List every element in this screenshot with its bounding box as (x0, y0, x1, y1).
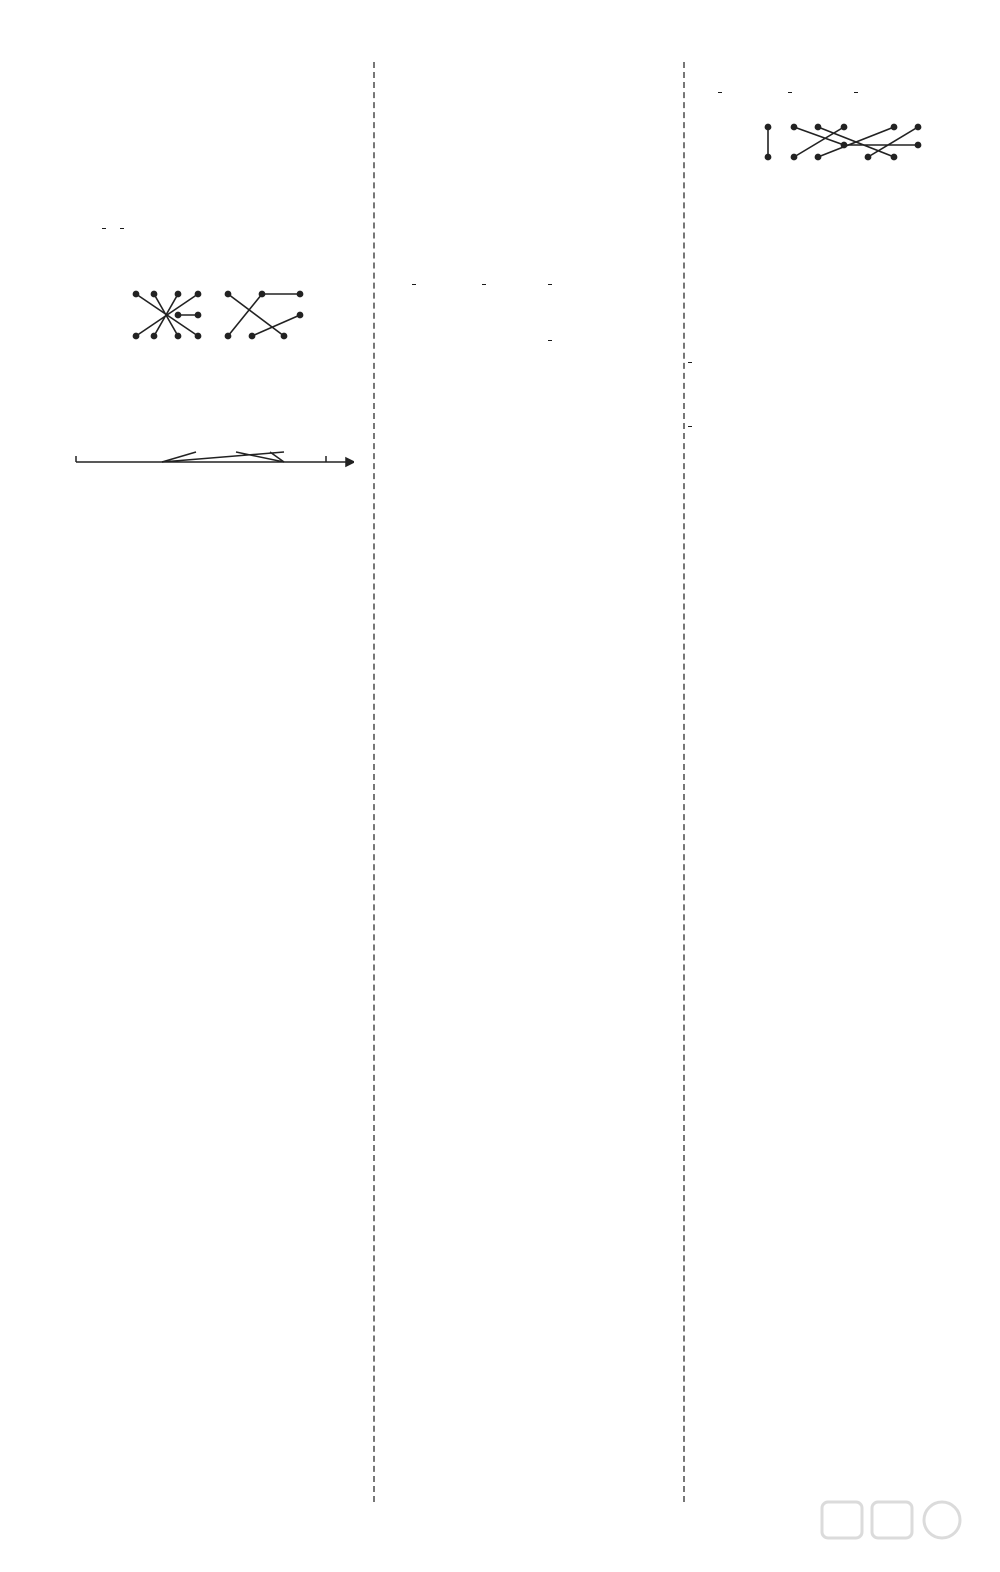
fraction (102, 228, 106, 229)
column-3 (694, 64, 984, 454)
answer-row (78, 60, 368, 88)
answer-row (388, 172, 674, 200)
answer-row (388, 60, 674, 88)
number-line-axis (74, 448, 354, 488)
question-label-row (78, 374, 368, 402)
fraction-row (388, 312, 674, 368)
equation (384, 200, 674, 228)
watermark-logo (802, 1496, 982, 1566)
fraction-row (688, 398, 984, 454)
fraction (688, 362, 692, 363)
fraction-row (388, 256, 674, 312)
fraction (718, 92, 722, 93)
fraction-row (694, 64, 984, 120)
matching-diagram (718, 121, 938, 165)
fraction (788, 92, 792, 93)
fraction (120, 228, 124, 229)
fraction (548, 284, 552, 285)
fraction (412, 284, 416, 285)
fraction (688, 426, 692, 427)
equation (74, 346, 368, 374)
answer-row (388, 116, 674, 144)
fraction (482, 284, 486, 285)
column-2 (388, 60, 674, 368)
answer-row (388, 88, 674, 116)
equation (74, 256, 368, 284)
answer-row (694, 306, 984, 334)
answer-row (694, 250, 984, 278)
equation (384, 144, 674, 172)
column-divider (683, 62, 685, 1502)
answer-row (694, 166, 984, 194)
equation (690, 222, 984, 250)
matching-row (694, 120, 984, 166)
answer-row (388, 228, 674, 256)
equation (690, 194, 984, 222)
fraction-row (688, 334, 984, 390)
number-line (74, 402, 368, 488)
answer-row (78, 144, 368, 172)
matching-diagram (102, 284, 332, 346)
matching-row (78, 284, 368, 346)
fraction (548, 340, 552, 341)
column-1 (78, 60, 368, 514)
column-divider (373, 62, 375, 1502)
answer-row (694, 278, 984, 306)
fraction-row (78, 200, 368, 256)
answer-row (78, 88, 368, 116)
answer-row (78, 172, 368, 200)
equation (74, 486, 368, 514)
answer-row (78, 116, 368, 144)
fraction (854, 92, 858, 93)
